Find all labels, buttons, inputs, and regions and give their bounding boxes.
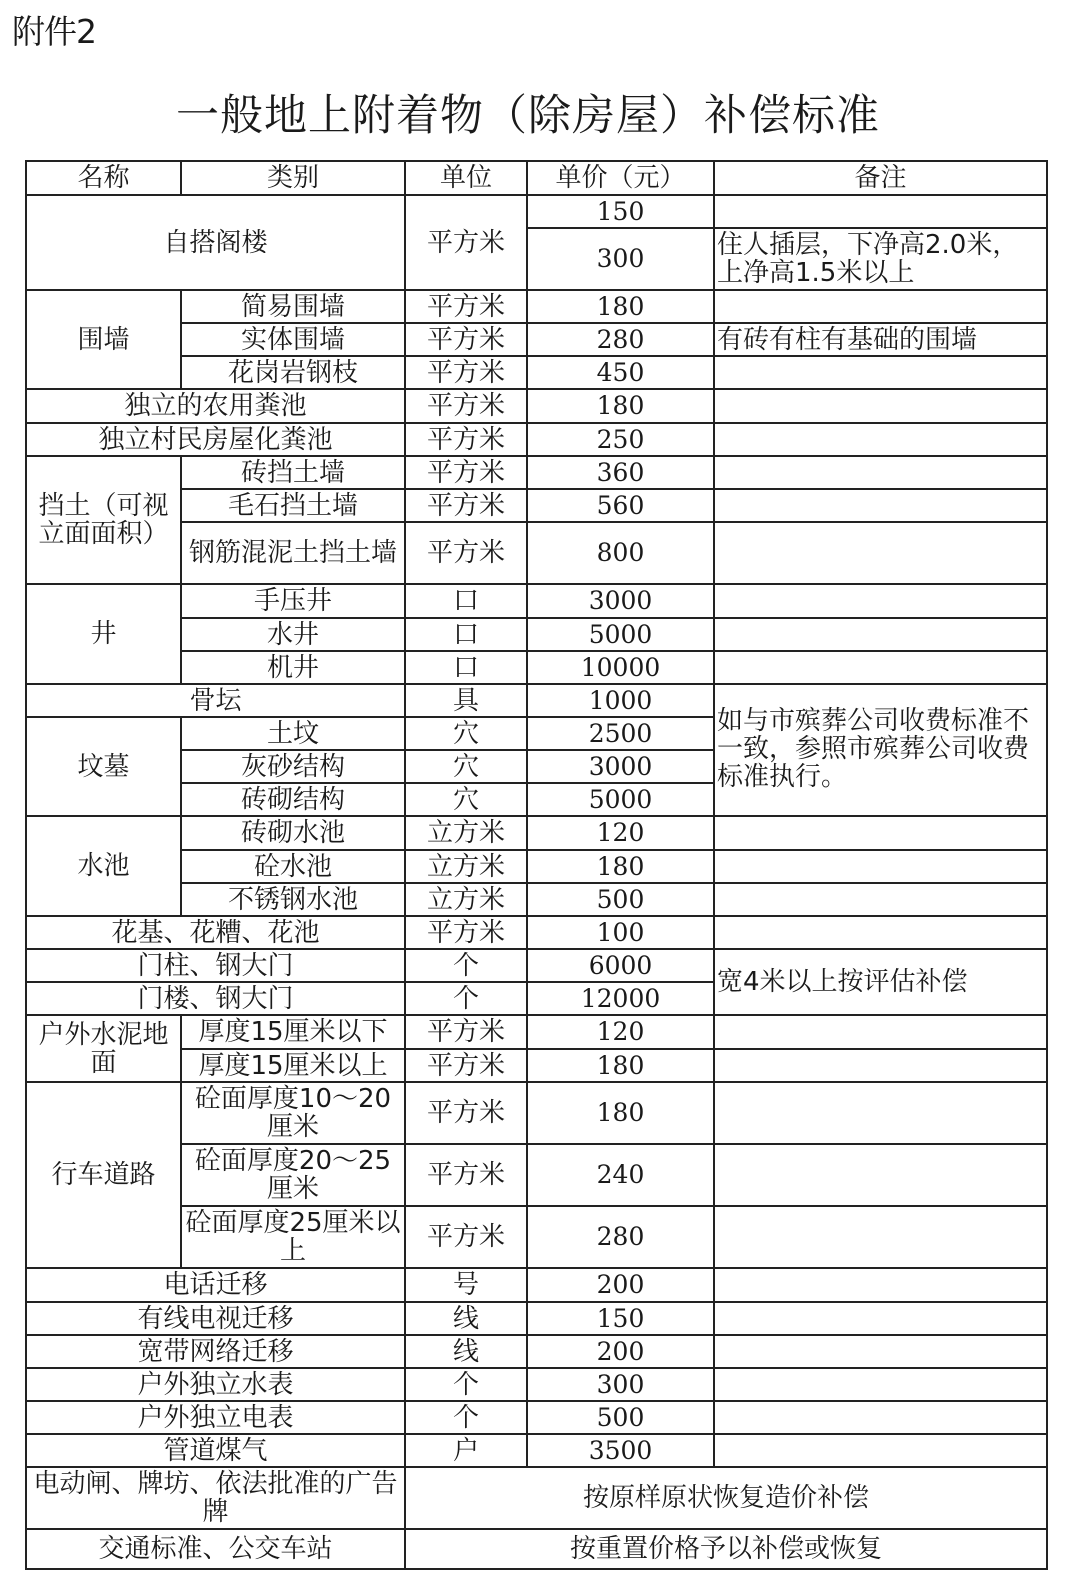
table-cell: 自搭阁楼 [26,195,405,290]
table-cell: 平方米 [405,290,527,323]
table-cell [714,651,1047,684]
table-cell: 3500 [527,1434,714,1467]
table-cell: 平方米 [405,1144,527,1206]
document-title: 一般地上附着物（除房屋）补偿标准 [176,91,880,141]
table-cell: 平方米 [405,916,527,949]
table-cell [714,1335,1047,1368]
table-cell: 坟墓 [26,717,181,816]
header-category: 类别 [181,161,405,195]
table-cell: 平方米 [405,1206,527,1268]
table-cell: 电话迁移 [26,1268,405,1302]
table-cell: 800 [527,522,714,584]
table-cell: 100 [527,916,714,949]
table-cell: 厚度15厘米以下 [181,1015,405,1049]
table-cell: 口 [405,584,527,618]
table-cell: 180 [527,1082,714,1144]
table-cell: 平方米 [405,1015,527,1049]
table-cell: 5000 [527,618,714,651]
table-cell: 个 [405,949,527,982]
table-cell [714,1206,1047,1268]
table-cell: 门楼、钢大门 [26,982,405,1015]
table-row [26,456,1047,489]
table-cell: 280 [527,1206,714,1268]
table-cell: 线 [405,1335,527,1368]
table-row [26,584,1047,618]
table-cell: 200 [527,1335,714,1368]
table-cell: 井 [26,584,181,684]
table-cell: 2500 [527,717,714,750]
table-cell [714,1144,1047,1206]
table-cell: 土坟 [181,717,405,750]
table-cell: 有线电视迁移 [26,1302,405,1335]
table-row [26,423,1047,456]
table-cell: 独立村民房屋化粪池 [26,423,405,456]
table-cell: 平方米 [405,389,527,423]
table-cell: 200 [527,1268,714,1302]
table-cell: 花岗岩钢枝 [181,356,405,389]
table-cell [714,290,1047,323]
table-cell: 1000 [527,684,714,717]
table-cell: 个 [405,982,527,1015]
table-cell: 立方米 [405,883,527,916]
table-cell: 个 [405,1368,527,1401]
table-row [26,916,1047,949]
table-cell [714,1302,1047,1335]
table-cell: 骨坛 [26,684,405,717]
table-cell: 具 [405,684,527,717]
table-cell [714,1015,1047,1049]
table-cell: 穴 [405,750,527,783]
table-cell: 口 [405,651,527,684]
table-cell [714,916,1047,949]
table-cell: 砼面厚度10～20厘米 [181,1082,405,1144]
table-row [26,1434,1047,1467]
table-cell: 号 [405,1268,527,1302]
table-row [26,816,1047,850]
table-cell: 交通标准、公交车站 [26,1529,405,1569]
table-cell: 如与市殡葬公司收费标准不一致，参照市殡葬公司收费标准执行。 [714,684,1047,816]
table-cell: 毛石挡土墙 [181,489,405,522]
table-cell: 180 [527,290,714,323]
table-cell: 6000 [527,949,714,982]
table-row [26,1368,1047,1401]
table-cell: 5000 [527,783,714,816]
table-cell: 3000 [527,750,714,783]
table-row [26,1335,1047,1368]
table-cell: 平方米 [405,356,527,389]
table-cell: 有砖有柱有基础的围墙 [714,323,1047,356]
table-cell: 180 [527,389,714,423]
table-cell: 围墙 [26,290,181,389]
table-cell [714,883,1047,916]
table-row [26,1467,1047,1529]
table-cell: 厚度15厘米以上 [181,1049,405,1082]
compensation-table [25,160,1048,1570]
table-cell: 砖挡土墙 [181,456,405,489]
table-cell: 平方米 [405,1049,527,1082]
table-cell [714,522,1047,584]
table-cell [714,584,1047,618]
table-cell: 独立的农用粪池 [26,389,405,423]
table-cell: 个 [405,1401,527,1434]
table-cell [714,1049,1047,1082]
table-cell: 户外独立水表 [26,1368,405,1401]
table-cell: 120 [527,816,714,850]
table-cell: 180 [527,1049,714,1082]
table-cell: 360 [527,456,714,489]
table-cell: 按重置价格予以补偿或恢复 [405,1529,1047,1569]
table-cell: 砖砌水池 [181,816,405,850]
table-cell [714,456,1047,489]
table-cell: 120 [527,1015,714,1049]
table-cell: 线 [405,1302,527,1335]
table-cell [714,1082,1047,1144]
table-cell [714,1368,1047,1401]
table-cell: 宽带网络迁移 [26,1335,405,1368]
table-row [26,1268,1047,1302]
table-cell: 3000 [527,584,714,618]
table-cell: 500 [527,1401,714,1434]
table-cell: 180 [527,850,714,883]
table-cell: 10000 [527,651,714,684]
table-cell [714,618,1047,651]
table-row [26,1529,1047,1569]
table-row [26,1015,1047,1049]
table-cell: 住人插层，下净高2.0米，上净高1.5米以上 [714,228,1047,290]
table-cell: 平方米 [405,456,527,489]
table-cell [714,850,1047,883]
table-cell: 不锈钢水池 [181,883,405,916]
table-cell: 立方米 [405,850,527,883]
table-cell: 立方米 [405,816,527,850]
table-cell: 钢筋混泥土挡土墙 [181,522,405,584]
table-row [26,290,1047,323]
table-cell: 12000 [527,982,714,1015]
attachment-label: 附件2 [12,12,96,51]
table-cell [714,195,1047,228]
table-row [26,949,1047,982]
header-row [26,161,1047,195]
header-name: 名称 [26,161,181,195]
table-cell: 560 [527,489,714,522]
table-cell: 挡土（可视立面面积） [26,456,181,584]
table-cell [714,1268,1047,1302]
table-cell: 手压井 [181,584,405,618]
table-cell: 户外水泥地面 [26,1015,181,1082]
table-cell: 平方米 [405,489,527,522]
table-cell: 花基、花糟、花池 [26,916,405,949]
table-cell [714,389,1047,423]
table-cell [714,1434,1047,1467]
table-cell: 150 [527,1302,714,1335]
table-cell: 砖砌结构 [181,783,405,816]
table-cell [714,1401,1047,1434]
table-cell: 平方米 [405,323,527,356]
table-cell [714,489,1047,522]
table-cell: 口 [405,618,527,651]
table-cell: 机井 [181,651,405,684]
table-cell: 宽4米以上按评估补偿 [714,949,1047,1015]
table-row [26,1082,1047,1144]
table-cell: 实体围墙 [181,323,405,356]
table-cell: 简易围墙 [181,290,405,323]
table-cell [714,816,1047,850]
table-row [26,1401,1047,1434]
table-cell: 砼水池 [181,850,405,883]
table-cell: 灰砂结构 [181,750,405,783]
table-cell: 户 [405,1434,527,1467]
header-remark: 备注 [714,161,1047,195]
table-cell: 150 [527,195,714,228]
table-cell: 250 [527,423,714,456]
table-cell: 砼面厚度25厘米以上 [181,1206,405,1268]
table-cell: 砼面厚度20～25厘米 [181,1144,405,1206]
table-row [26,1302,1047,1335]
table-cell: 门柱、钢大门 [26,949,405,982]
table-cell: 280 [527,323,714,356]
table-cell: 管道煤气 [26,1434,405,1467]
table-cell: 240 [527,1144,714,1206]
table-cell: 户外独立电表 [26,1401,405,1434]
table-row [26,389,1047,423]
table-cell: 平方米 [405,423,527,456]
table-cell [714,423,1047,456]
table-cell: 平方米 [405,522,527,584]
header-price: 单价（元） [527,161,714,195]
table-cell: 平方米 [405,1082,527,1144]
table-cell: 穴 [405,717,527,750]
table-cell: 水池 [26,816,181,916]
table-cell [714,356,1047,389]
header-unit: 单位 [405,161,527,195]
table-cell: 450 [527,356,714,389]
table-cell: 行车道路 [26,1082,181,1268]
table-cell: 电动闸、牌坊、依法批准的广告牌 [26,1467,405,1529]
table-row [26,684,1047,717]
table-row [26,195,1047,228]
table-cell: 按原样原状恢复造价补偿 [405,1467,1047,1529]
table-cell: 平方米 [405,195,527,290]
table-cell: 穴 [405,783,527,816]
table-cell: 300 [527,228,714,290]
table-cell: 水井 [181,618,405,651]
table-cell: 500 [527,883,714,916]
table-cell: 300 [527,1368,714,1401]
